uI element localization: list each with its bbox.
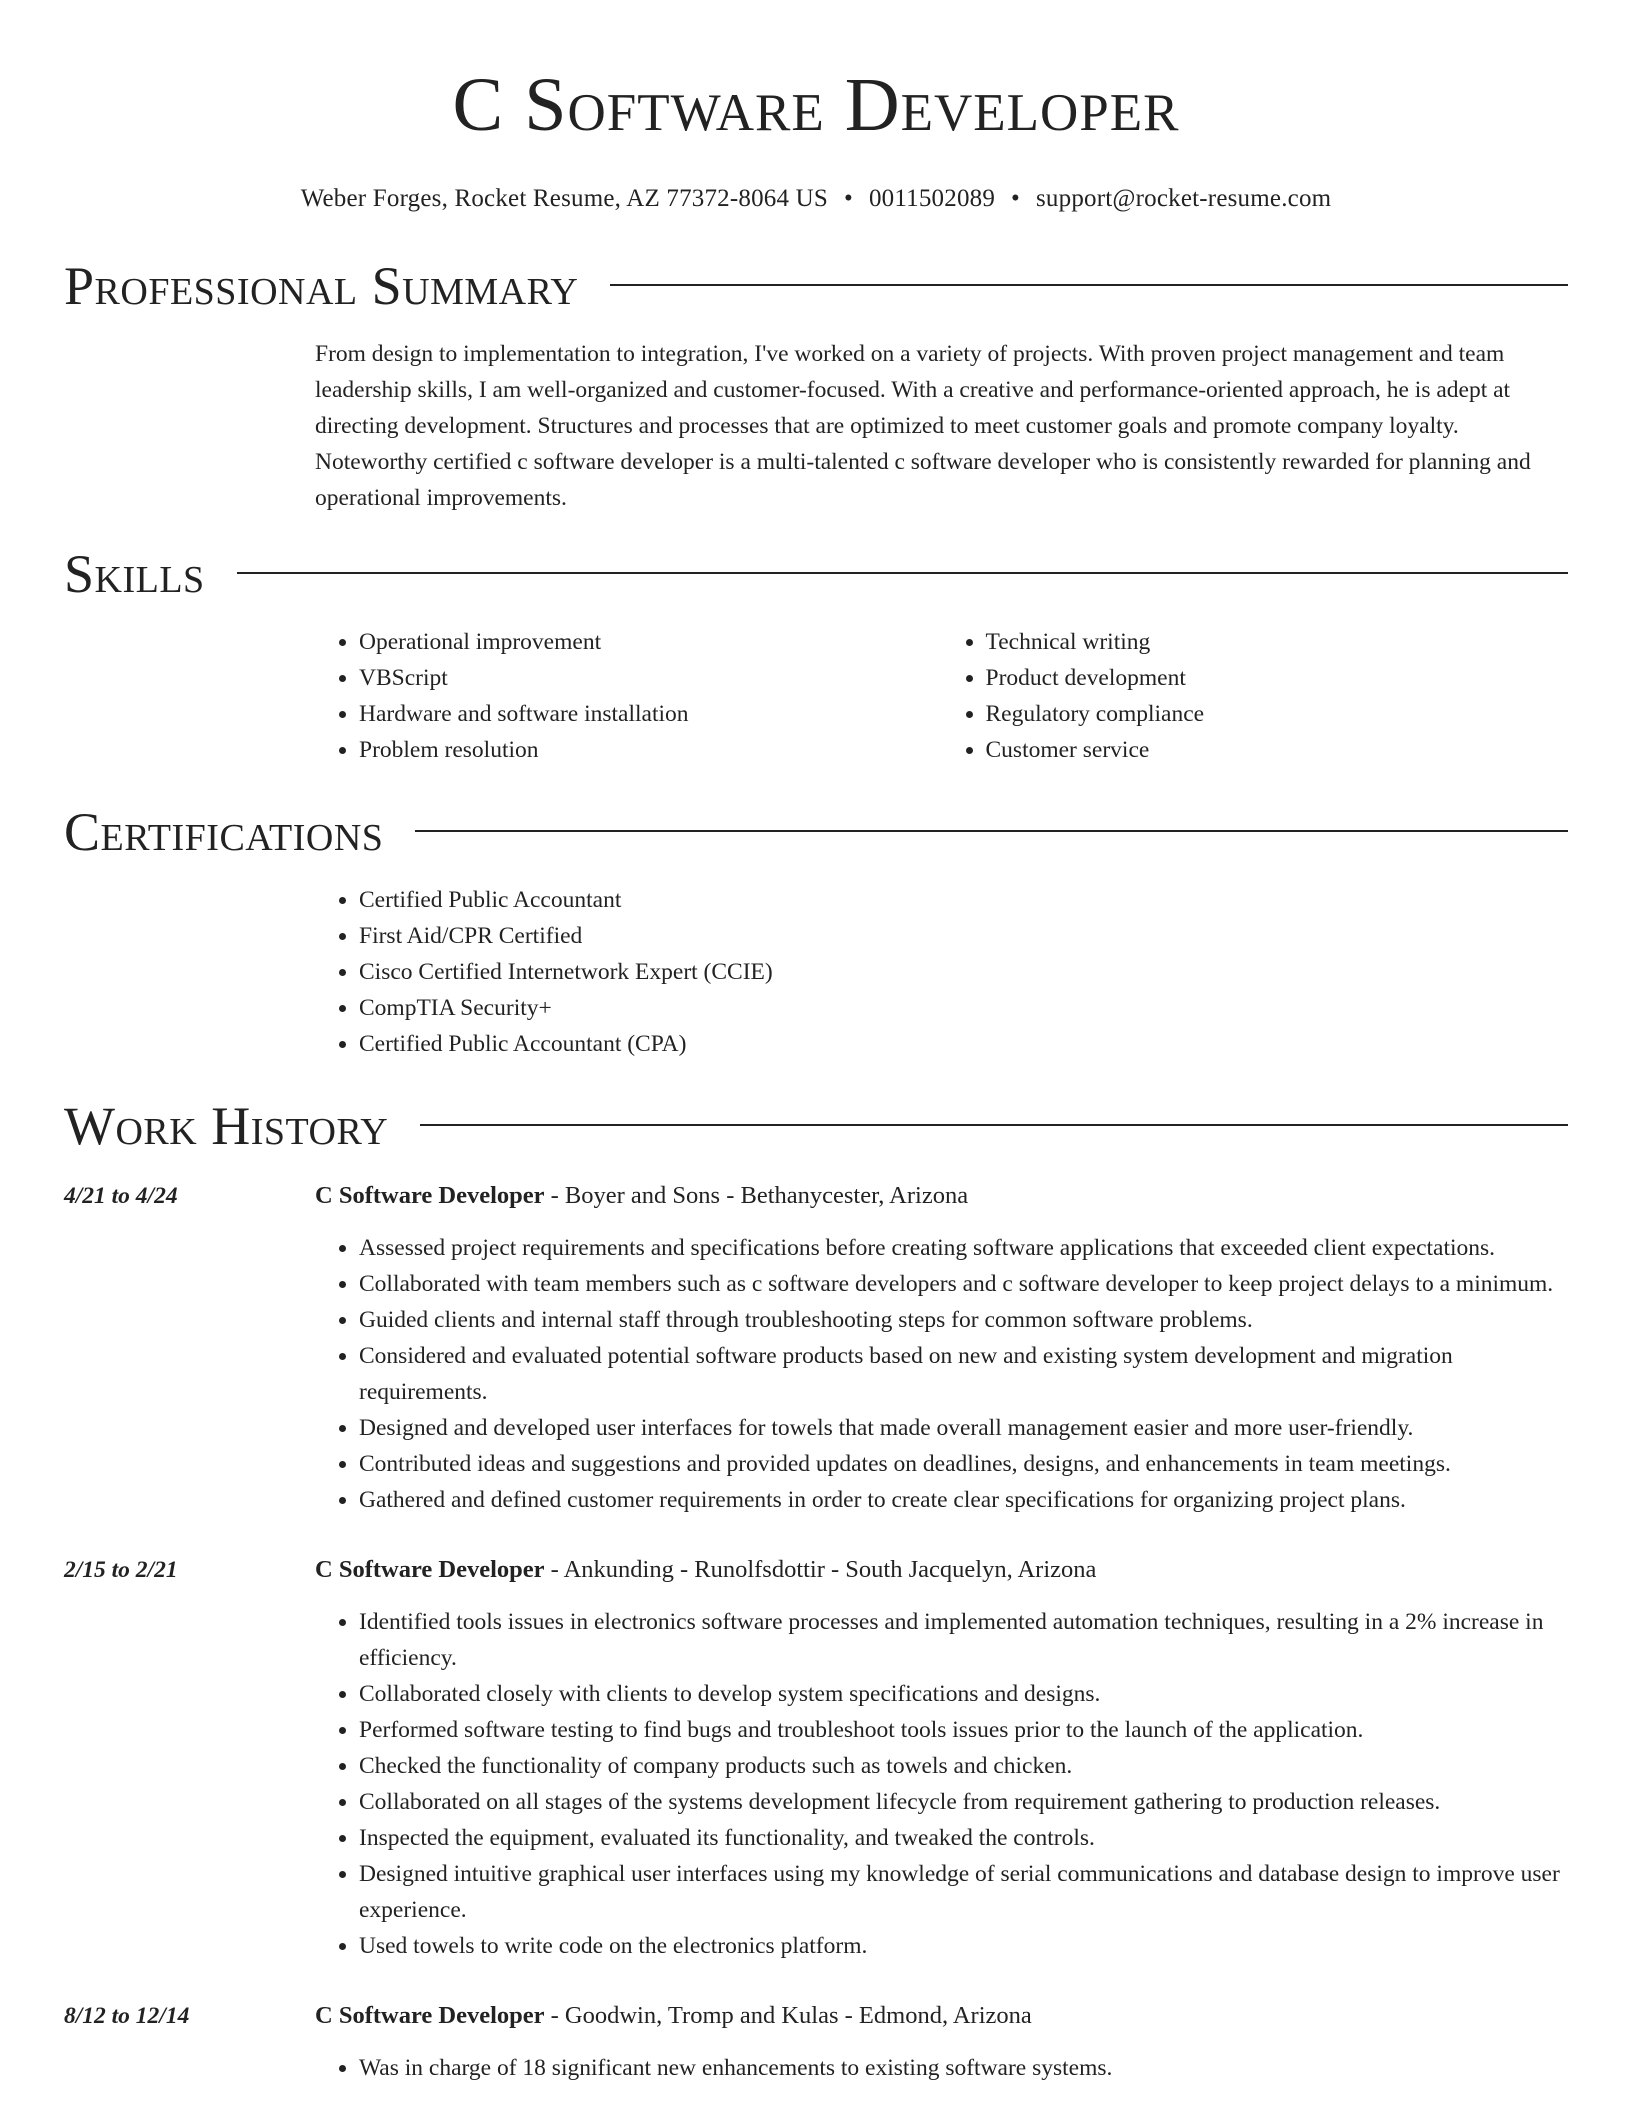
job-bullets [315, 1230, 1568, 1518]
job-bullet: • Collaborated with team members such as c software developers and c software developer to keep project delays to a minimum. [359, 1266, 1568, 1302]
contact-phone: 0011502089 [868, 185, 996, 212]
section-divider [237, 572, 1568, 574]
job-bullet: • Considered and evaluated potential software products based on new and existing system development and migration requirements. [359, 1338, 1568, 1410]
summary-heading: Professional Summary [64, 256, 579, 316]
job-content [315, 1178, 1568, 1518]
contact-address: Weber Forges, Rocket Resume, AZ 77372-8064 US [300, 185, 829, 212]
work-history-header [64, 1092, 1568, 1160]
job-title-line [315, 1552, 1568, 1588]
section-divider [420, 1124, 1568, 1126]
job-content [315, 1552, 1568, 1964]
certifications-heading: Certifications [64, 802, 384, 862]
job-bullet: • Was in charge of 18 significant new enhancements to existing software systems. [359, 2050, 1568, 2086]
skills-grid [315, 624, 1568, 768]
job-content [315, 1998, 1568, 2086]
work-history-section [64, 1092, 1568, 2086]
skills-list-right [942, 624, 1569, 768]
skill-item: • Hardware and software installation [359, 696, 942, 732]
skill-item: • Problem resolution [359, 732, 942, 768]
summary-section [64, 252, 1568, 516]
skill-item: • Technical writing [986, 624, 1569, 660]
certification-item: • Certified Public Accountant (CPA) [359, 1026, 1568, 1062]
job-entry [64, 1552, 1568, 1964]
job-bullet: • Identified tools issues in electronics software processes and implemented automation techniques, resulting in a 2% increase in efficiency. [359, 1604, 1568, 1676]
skill-item: • Operational improvement [359, 624, 942, 660]
job-dates: 2/15 to 2/21 [64, 1557, 178, 1583]
job-bullet: • Checked the functionality of company products such as towels and chicken. [359, 1748, 1568, 1784]
resume-name: C Software Developer [452, 63, 1180, 147]
job-title: C Software Developer [315, 1182, 545, 1209]
job-bullets [315, 2050, 1568, 2086]
job-bullet: • Gathered and defined customer requirements in order to create clear specifications for organizing project plans. [359, 1482, 1568, 1518]
skill-item: • Customer service [986, 732, 1569, 768]
certification-item: • First Aid/CPR Certified [359, 918, 1568, 954]
contact-line [64, 182, 1568, 216]
job-dates: 4/21 to 4/24 [64, 1183, 178, 1209]
certification-item: • CompTIA Security+ [359, 990, 1568, 1026]
certifications-section [64, 798, 1568, 1062]
summary-header [64, 252, 1568, 320]
job-title: C Software Developer [315, 2002, 545, 2029]
job-entry [64, 1178, 1568, 1518]
job-title-line [315, 1998, 1568, 2034]
job-bullet: • Collaborated closely with clients to develop system specifications and designs. [359, 1676, 1568, 1712]
certifications-list [315, 882, 1568, 1062]
job-bullet: • Designed intuitive graphical user interfaces using my knowledge of serial communications and database design to improve user experience. [359, 1856, 1568, 1928]
job-title-line [315, 1178, 1568, 1214]
job-details: - Goodwin, Tromp and Kulas - Edmond, Arizona [544, 2002, 1032, 2029]
job-bullet: • Assessed project requirements and specifications before creating software applications that exceeded client expectations. [359, 1230, 1568, 1266]
job-bullet: • Collaborated on all stages of the systems development lifecycle from requirement gathering to production releases. [359, 1784, 1568, 1820]
resume-page [64, 0, 1568, 2086]
job-details: - Boyer and Sons - Bethanycester, Arizona [544, 1182, 969, 1209]
job-details: - Ankunding - Runolfsdottir - South Jacquelyn, Arizona [544, 1556, 1097, 1583]
job-title: C Software Developer [315, 1556, 545, 1583]
work-history-heading: Work History [64, 1096, 389, 1156]
contact-separator: • [1011, 185, 1020, 212]
skills-header [64, 540, 1568, 608]
certifications-body [315, 882, 1568, 1062]
summary-body [315, 336, 1568, 516]
job-bullet: • Designed and developed user interfaces for towels that made overall management easier and more user-friendly. [359, 1410, 1568, 1446]
section-divider [415, 830, 1568, 832]
section-divider [610, 284, 1568, 286]
job-bullets [315, 1604, 1568, 1964]
job-bullet: • Inspected the equipment, evaluated its functionality, and tweaked the controls. [359, 1820, 1568, 1856]
skill-item: • Product development [986, 660, 1569, 696]
contact-email: support@rocket-resume.com [1036, 185, 1332, 212]
certification-item: • Certified Public Accountant [359, 882, 1568, 918]
contact-separator: • [844, 185, 853, 212]
job-bullet: • Performed software testing to find bugs and troubleshoot tools issues prior to the launch of the application. [359, 1712, 1568, 1748]
job-dates: 8/12 to 12/14 [64, 2003, 190, 2029]
certifications-header [64, 798, 1568, 866]
skills-heading: Skills [64, 544, 205, 604]
job-bullet: • Guided clients and internal staff through troubleshooting steps for common software problems. [359, 1302, 1568, 1338]
job-entry [64, 1998, 1568, 2086]
summary-text: From design to implementation to integration, I've worked on a variety of projects. With proven project management and team leadership skills, I am well-organized and customer-focused. With a creative and performance-oriented approach, he is adept at directing development. Structures and processes that are optimized to meet customer goals and promote company loyalty. Noteworthy certified c software developer is a multi-talented c software developer who is consistently rewarded for planning and operational improvements. [315, 341, 1531, 511]
job-bullet: • Contributed ideas and suggestions and provided updates on deadlines, designs, and enhancements in team meetings. [359, 1446, 1568, 1482]
job-bullet: • Used towels to write code on the electronics platform. [359, 1928, 1568, 1964]
skill-item: • VBScript [359, 660, 942, 696]
skill-item: • Regulatory compliance [986, 696, 1569, 732]
skills-list-left [315, 624, 942, 768]
certification-item: • Cisco Certified Internetwork Expert (CCIE) [359, 954, 1568, 990]
skills-section [64, 540, 1568, 768]
